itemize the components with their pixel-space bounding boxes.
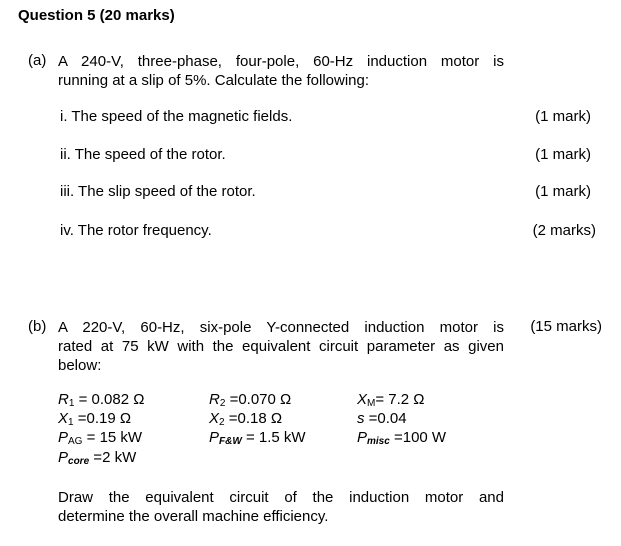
param-pmisc <box>357 428 446 448</box>
param-pcore <box>58 448 136 468</box>
param-s <box>357 409 407 429</box>
param-pag-sub: AG <box>68 436 83 447</box>
param-x2-symbol: X <box>209 410 220 427</box>
part-a-item-2: ii. The speed of the rotor. <box>60 146 226 163</box>
part-a-item-4: iv. The rotor frequency. <box>60 222 212 239</box>
part-a-item-3-marks: (1 mark) <box>535 183 591 200</box>
param-pmisc-symbol: P <box>357 429 368 446</box>
part-a-item-2-marks: (1 mark) <box>535 146 591 163</box>
param-pfw <box>209 428 306 448</box>
part-b-final-text <box>58 488 504 526</box>
param-r1-symbol: R <box>58 391 69 408</box>
part-b-final-line-2: determine the overall machine efficiency. <box>58 508 329 525</box>
part-b-text <box>58 318 504 375</box>
part-a-line-1: A 240-V, three-phase, four-pole, 60-Hz induction motor is <box>58 53 504 70</box>
param-pag-value: = 15 kW <box>82 429 143 446</box>
param-pcore-sub: core <box>68 456 90 467</box>
param-r2-value: =0.070 Ω <box>225 391 292 408</box>
param-x2-value: =0.18 Ω <box>224 410 283 427</box>
param-x1-sub: 1 <box>68 417 74 428</box>
param-pmisc-sub: misc <box>367 436 390 447</box>
param-x2-sub: 2 <box>219 417 225 428</box>
param-x1-value: =0.19 Ω <box>73 410 132 427</box>
param-r1-value: = 0.082 Ω <box>74 391 145 408</box>
param-xm-value: = 7.2 Ω <box>375 391 425 408</box>
param-xm <box>357 390 425 410</box>
param-s-value: =0.04 <box>364 410 407 427</box>
part-b-line-1: A 220-V, 60-Hz, six-pole Y-connected induction motor is <box>58 319 504 336</box>
param-x1-symbol: X <box>58 410 69 427</box>
param-xm-symbol: X <box>357 391 368 408</box>
param-pfw-sub: F&W <box>219 436 242 447</box>
param-s-symbol: s <box>357 410 365 427</box>
question-title: Question 5 (20 marks) <box>18 7 175 24</box>
param-x2 <box>209 409 282 429</box>
part-a-item-1-marks: (1 mark) <box>535 108 591 125</box>
param-r1-sub: 1 <box>68 398 75 409</box>
param-pfw-symbol: P <box>209 429 220 446</box>
param-pfw-value: = 1.5 kW <box>241 429 306 446</box>
param-pag <box>58 428 142 448</box>
part-b-marks: (15 marks) <box>530 318 602 335</box>
param-pmisc-value: =100 W <box>389 429 447 446</box>
param-x1 <box>58 409 131 429</box>
param-r1 <box>58 390 144 410</box>
param-r2-symbol: R <box>209 391 220 408</box>
param-xm-sub: M <box>367 398 376 409</box>
param-pcore-symbol: P <box>58 449 69 466</box>
param-r2-sub: 2 <box>219 398 226 409</box>
part-b-line-2: rated at 75 kW with the equivalent circuit parameter as given <box>58 338 504 355</box>
part-b-label: (b) <box>28 318 47 335</box>
param-r2 <box>209 390 291 410</box>
part-b-final-line-1: Draw the equivalent circuit of the induction motor and <box>58 489 504 506</box>
part-a-line-2: running at a slip of 5%. Calculate the following: <box>58 72 370 89</box>
part-a-item-3: iii. The slip speed of the rotor. <box>60 183 256 200</box>
part-a-item-1: i. The speed of the magnetic fields. <box>60 108 293 125</box>
part-a-item-4-marks: (2 marks) <box>532 222 596 239</box>
part-a-label: (a) <box>28 52 47 69</box>
part-b-line-3: below: <box>58 357 102 374</box>
param-pcore-value: =2 kW <box>89 449 137 466</box>
part-a-text <box>58 52 504 90</box>
param-pag-symbol: P <box>58 429 69 446</box>
